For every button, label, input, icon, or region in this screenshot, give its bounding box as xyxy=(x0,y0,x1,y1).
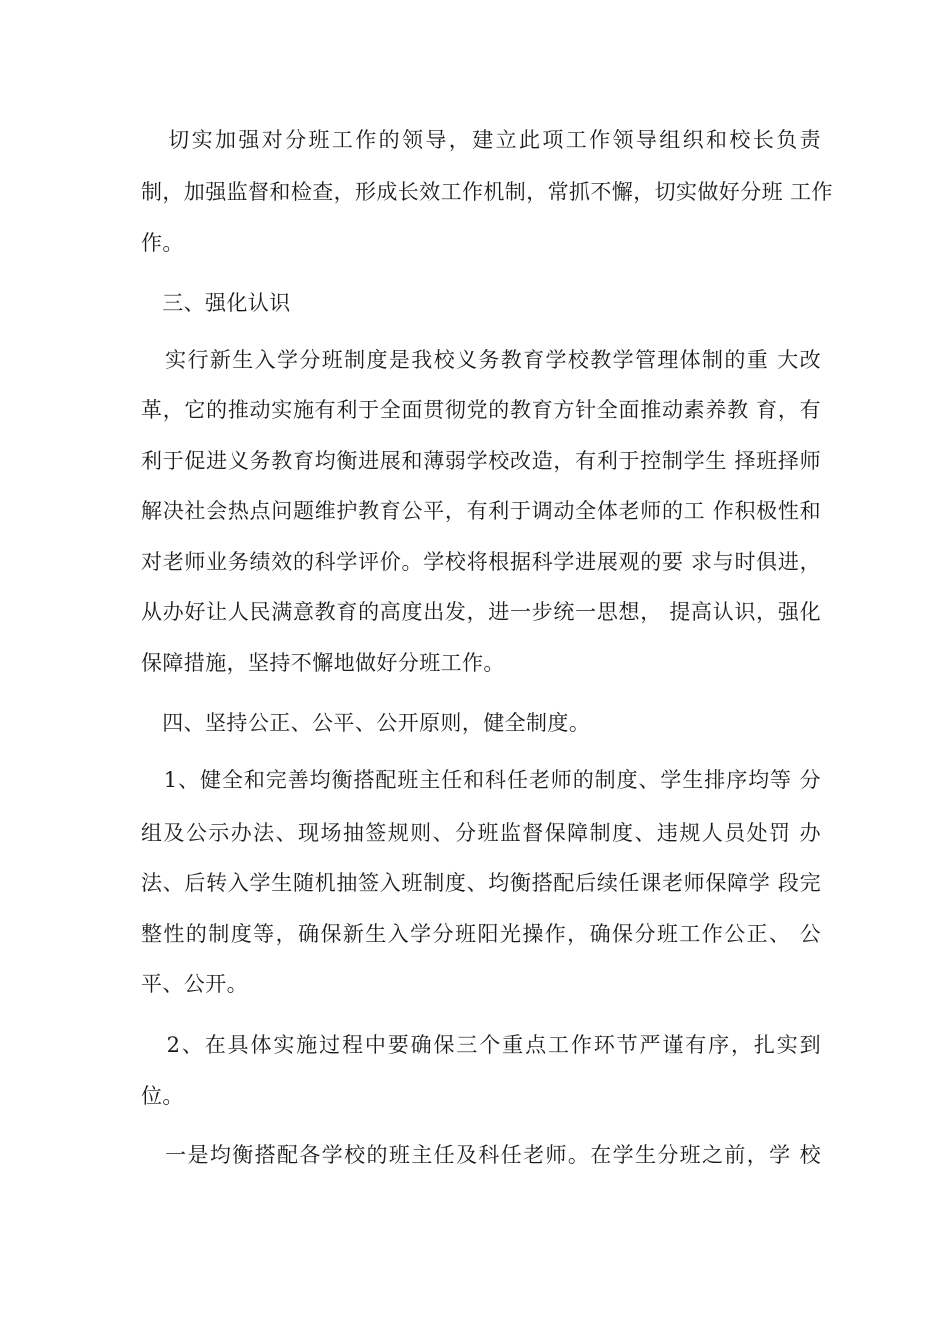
section-heading: 三、强化认识 xyxy=(141,291,291,315)
text-line: 1、健全和完善均衡搭配班主任和科任老师的制度、学生排序均等 分 xyxy=(141,768,821,792)
text-line: 位。 xyxy=(141,1084,184,1108)
text-line: 利于促进义务教育均衡进展和薄弱学校改造，有利于控制学生 择班择师 xyxy=(141,449,821,473)
section-heading: 四、坚持公正、公平、公开原则，健全制度。 xyxy=(141,711,591,735)
text-line: 法、后转入学生随机抽签入班制度、均衡搭配后续任课老师保障学 段完 xyxy=(141,871,821,895)
text-line: 解决社会热点问题维护教育公平，有利于调动全体老师的工 作积极性和 xyxy=(141,499,821,523)
text-line: 2、在具体实施过程中要确保三个重点工作环节严谨有序，扎实到 xyxy=(141,1033,821,1057)
text-line: 保障措施，坚持不懈地做好分班工作。 xyxy=(141,651,505,675)
text-line: 从办好让人民满意教育的高度出发，进一步统一思想， 提高认识，强化 xyxy=(141,600,821,624)
text-line: 一是均衡搭配各学校的班主任及科任老师。在学生分班之前，学 校 xyxy=(141,1143,821,1167)
text-line: 对老师业务绩效的科学评价。学校将根据科学进展观的要 求与时俱进， xyxy=(141,550,821,574)
text-line: 革，它的推动实施有利于全面贯彻党的教育方针全面推动素养教 育，有 xyxy=(141,398,821,422)
text-line: 作。 xyxy=(141,231,184,255)
text-line: 组及公示办法、现场抽签规则、分班监督保障制度、违规人员处罚 办 xyxy=(141,821,821,845)
text-line: 切实加强对分班工作的领导，建立此项工作领导组织和校长负责 xyxy=(141,128,821,152)
text-line: 平、公开。 xyxy=(141,972,248,996)
text-line: 实行新生入学分班制度是我校义务教育学校教学管理体制的重 大改 xyxy=(141,348,821,372)
text-line: 制，加强监督和检查，形成长效工作机制，常抓不懈，切实做好分班 工作 xyxy=(141,180,833,204)
text-line: 整性的制度等，确保新生入学分班阳光操作，确保分班工作公正、 公 xyxy=(141,922,821,946)
